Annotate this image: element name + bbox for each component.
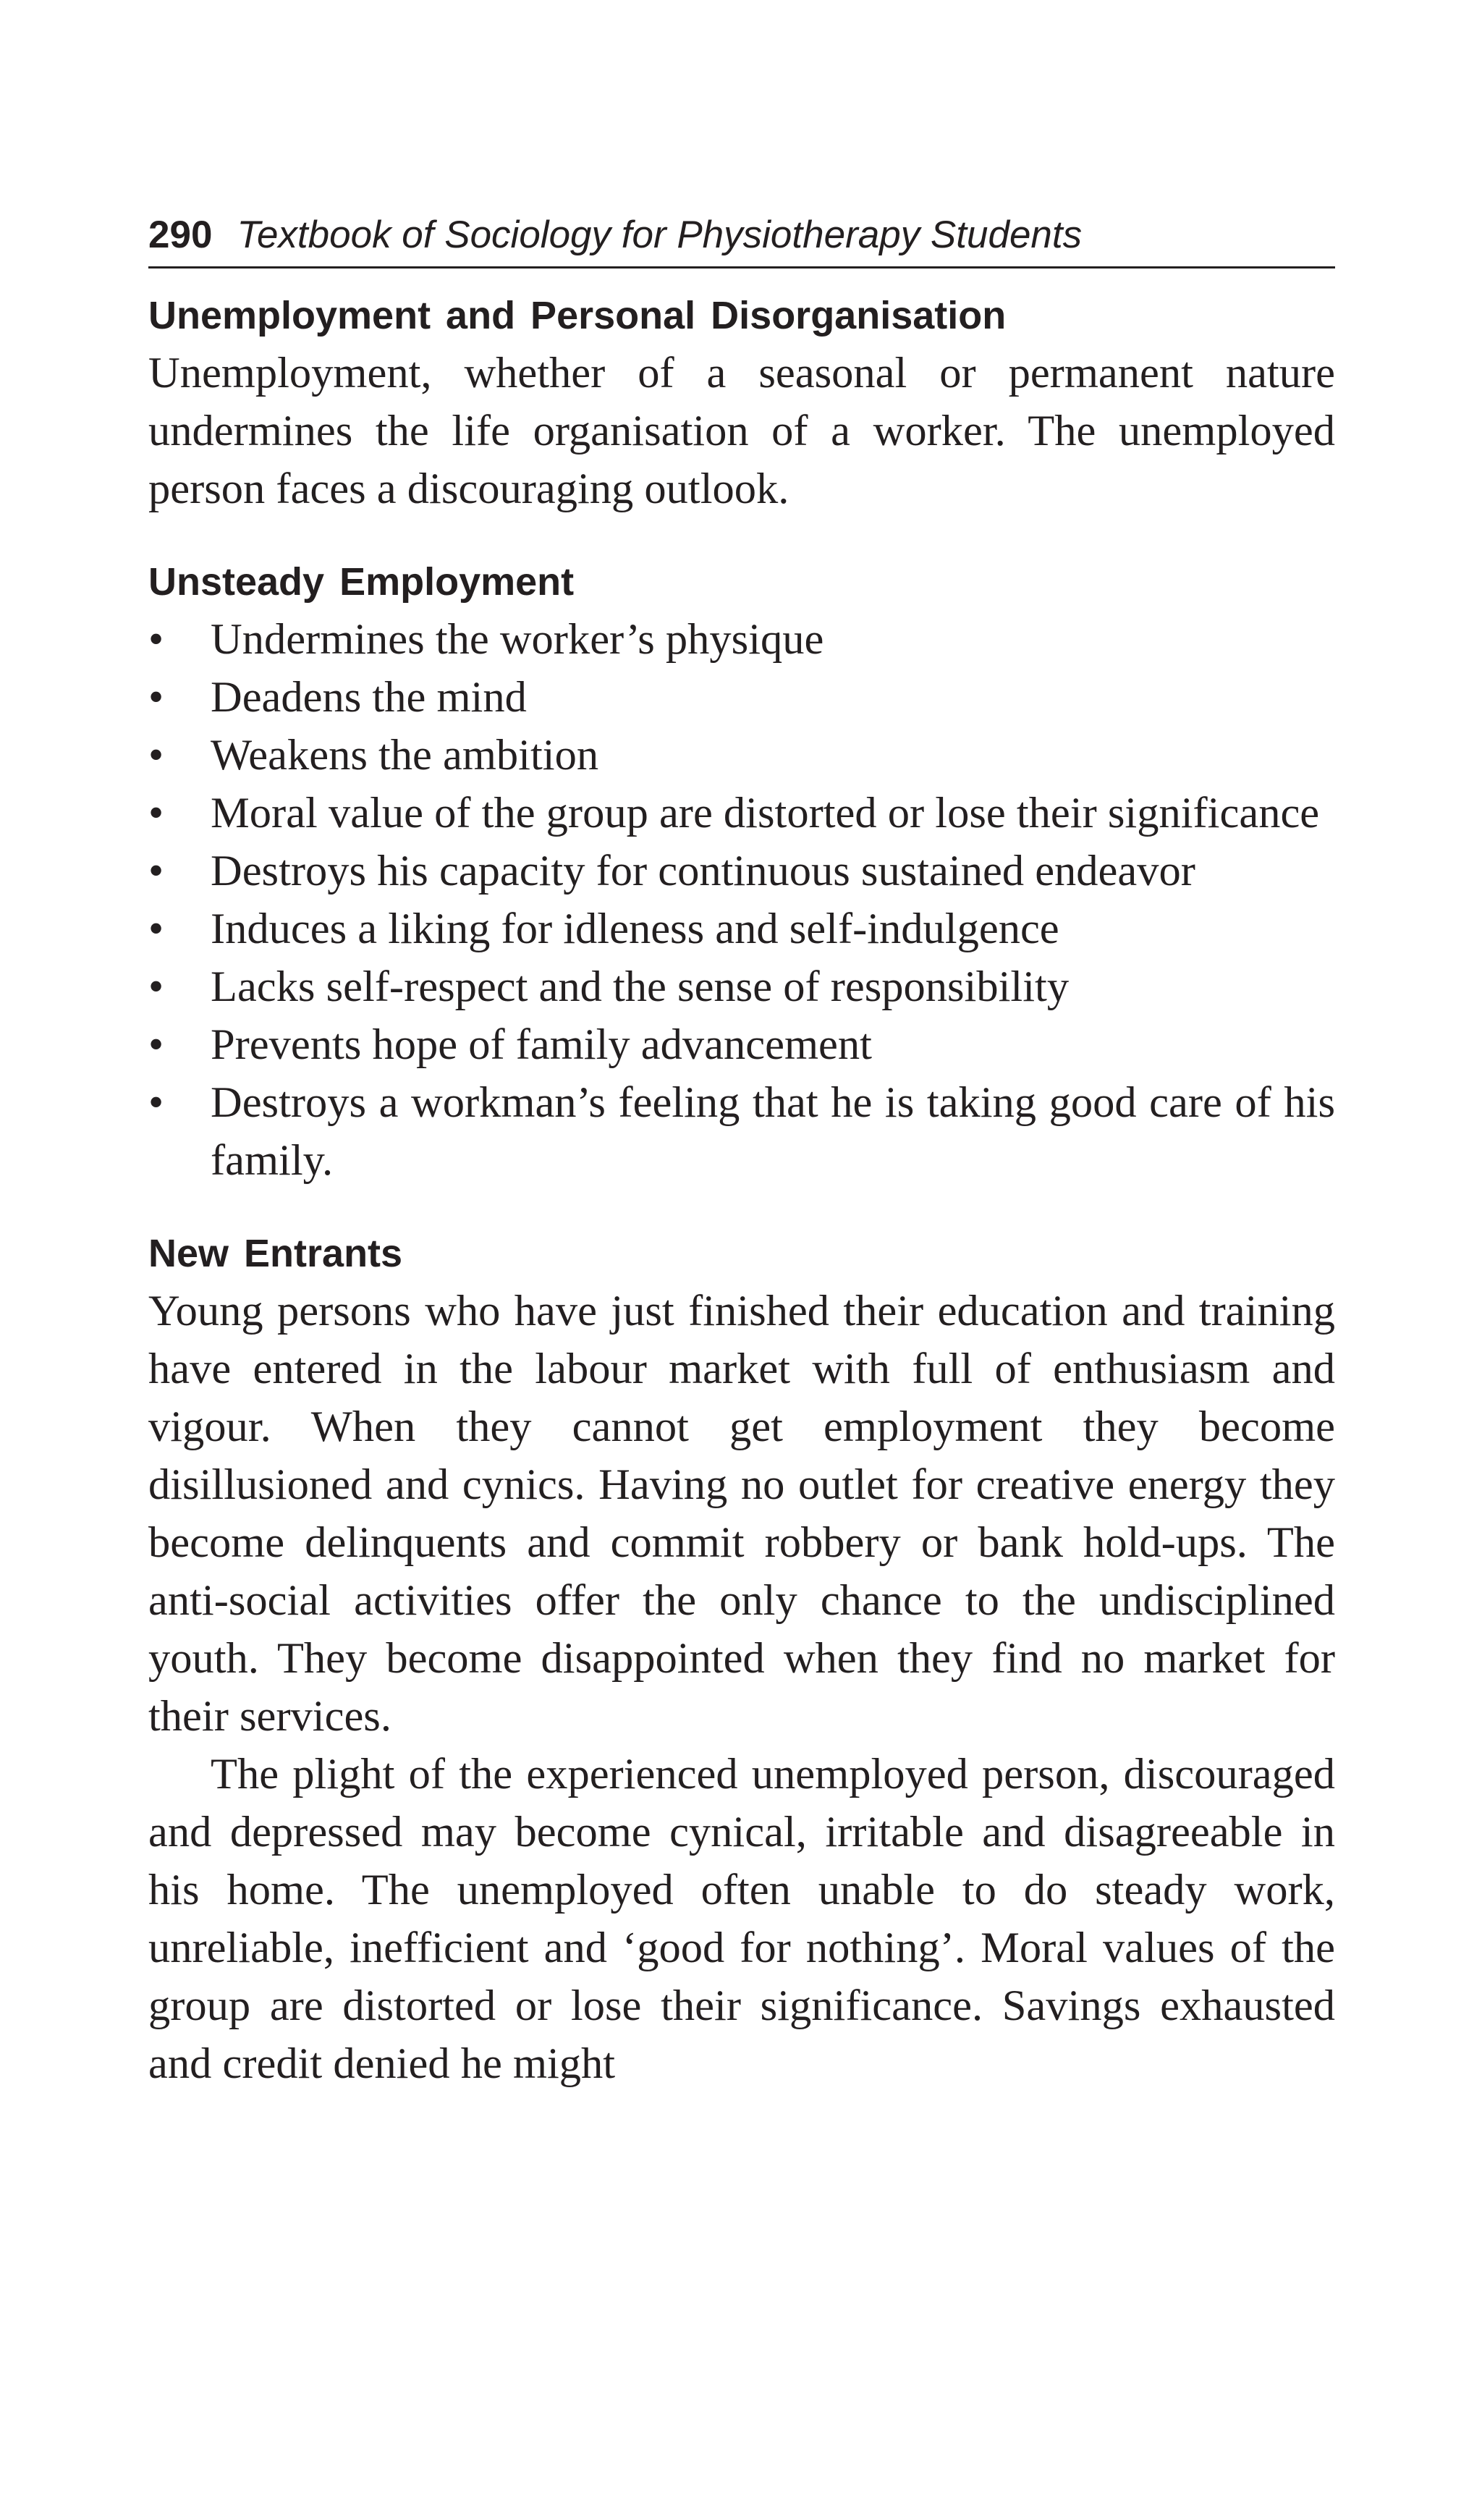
bullet-icon: • — [148, 789, 164, 837]
heading-unsteady-employment: Unsteady Employment — [148, 560, 575, 604]
bullet-icon: • — [148, 615, 164, 664]
list-item — [148, 785, 1335, 842]
paragraph-new-entrants-1: Young persons who have just finished their education and training have entered in the labour market with full of enthusiasm and vigour. When they cannot get employment they become disillusioned and cynics. Having no outlet for creative energy they become delinquents and commit robbery or bank hold-ups. The anti-social activities offer the only chance to the undisciplined youth. They become disappointed when they find no market for their services. — [148, 1287, 1335, 1741]
running-header — [148, 210, 1335, 269]
list-item-text: Prevents hope of family advancement — [211, 1020, 872, 1069]
book-page — [148, 210, 1335, 2093]
unsteady-employment-list — [148, 611, 1335, 1190]
bullet-icon: • — [148, 731, 164, 779]
list-item-text: Undermines the worker’s physique — [211, 615, 824, 664]
list-item-text: Destroys a workman’s feeling that he is taking good care of his family. — [211, 1078, 1335, 1185]
bullet-icon: • — [148, 1020, 164, 1069]
heading-personal-disorganisation: Unemployment and Personal Disorganisation — [148, 294, 1007, 337]
list-item — [148, 958, 1335, 1016]
book-title: Textbook of Sociology for Physiotherapy Students — [237, 213, 1083, 256]
list-item-text: Destroys his capacity for continuous sustained endeavor — [211, 847, 1195, 895]
list-item-text: Deadens the mind — [211, 673, 527, 722]
bullet-icon: • — [148, 963, 164, 1011]
paragraph-personal-disorganisation: Unemployment, whether of a seasonal or permanent nature undermines the life organisation of a worker. The unemployed person faces a discouraging outlook. — [148, 349, 1335, 513]
list-item-text: Moral value of the group are distorted or lose their significance — [211, 789, 1320, 837]
list-item — [148, 727, 1335, 785]
bullet-icon: • — [148, 905, 164, 953]
list-item — [148, 669, 1335, 727]
heading-new-entrants: New Entrants — [148, 1232, 403, 1275]
bullet-icon: • — [148, 847, 164, 895]
paragraph-new-entrants-2: The plight of the experienced unemployed person, discouraged and depressed may become cynical, irritable and disagreeable in his home. The unemployed often unable to do steady work, unreliable, inefficient and ‘good for nothing’. Moral values of the group are distorted or lose their significance. Savings exhausted and credit denied he might — [148, 1750, 1335, 2088]
list-item-text: Lacks self-respect and the sense of responsibility — [211, 963, 1070, 1011]
bullet-icon: • — [148, 1078, 164, 1127]
page-number: 290 — [148, 213, 213, 256]
list-item-text: Induces a liking for idleness and self-indulgence — [211, 905, 1059, 953]
list-item — [148, 900, 1335, 958]
list-item-text: Weakens the ambition — [211, 731, 599, 779]
list-item — [148, 842, 1335, 900]
list-item — [148, 1074, 1335, 1190]
list-item — [148, 1016, 1335, 1074]
bullet-icon: • — [148, 673, 164, 722]
list-item — [148, 611, 1335, 669]
